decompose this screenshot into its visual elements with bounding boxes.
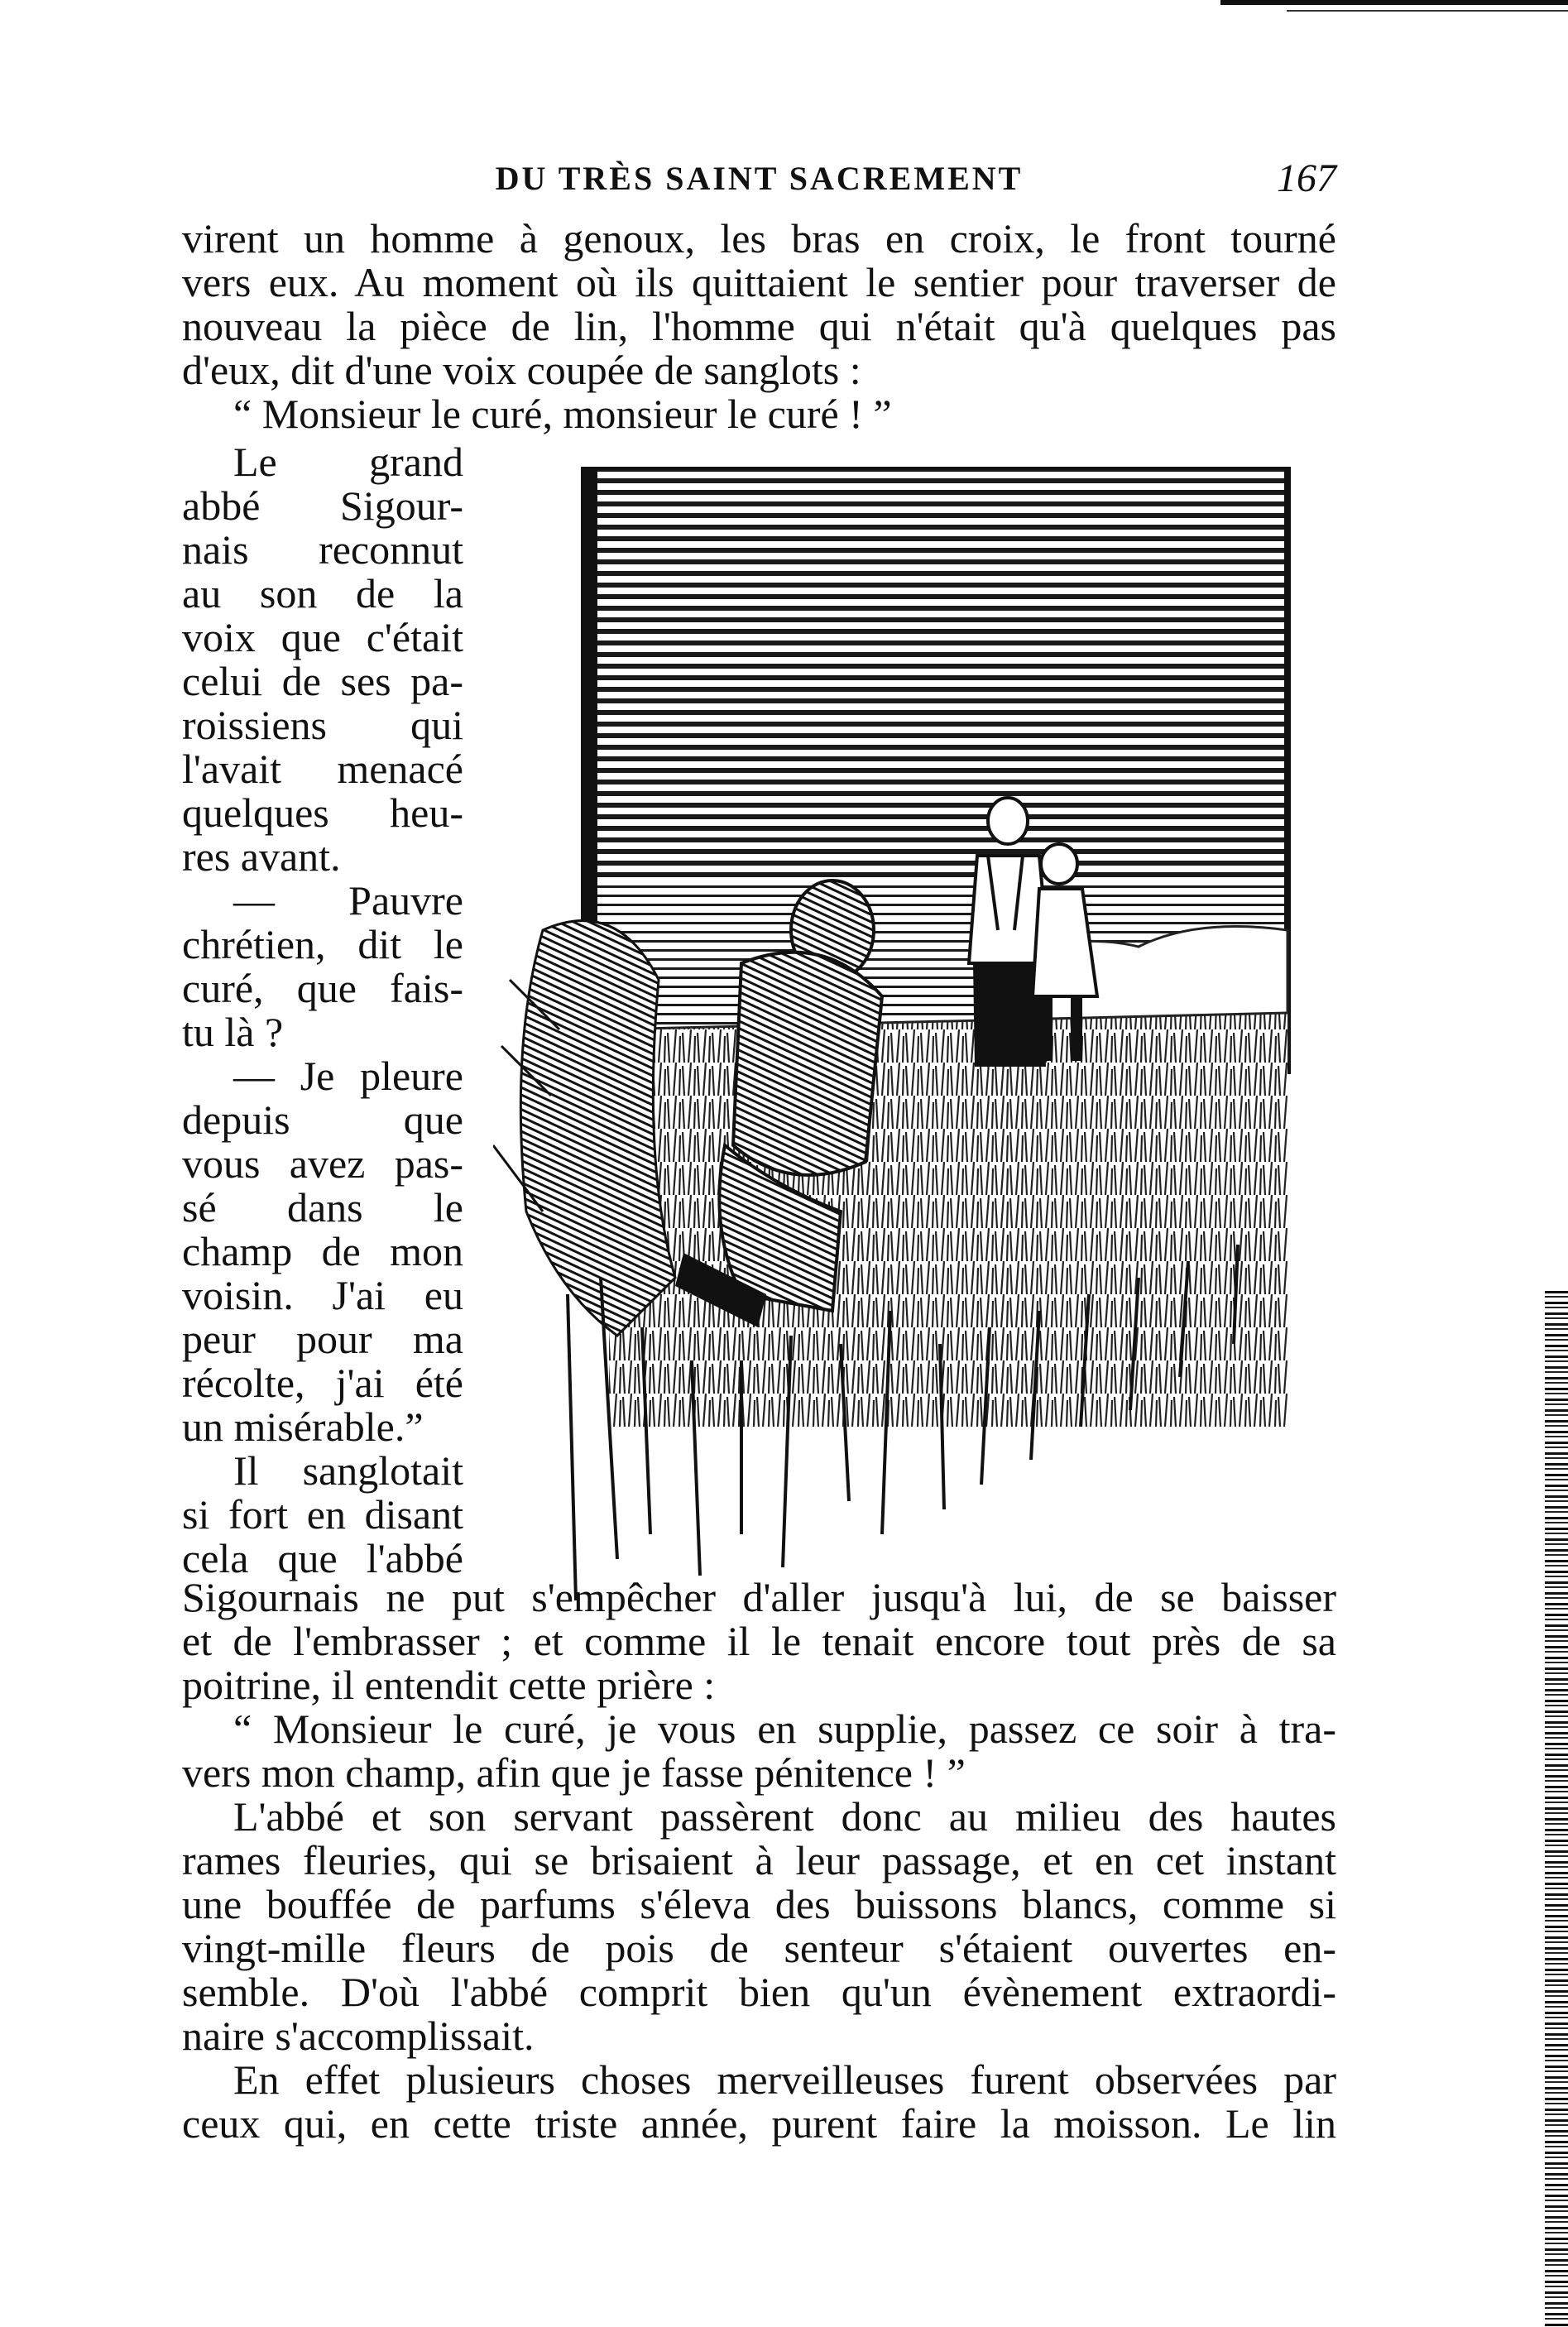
text-line: poitrine, il entendit cette prière : — [182, 1662, 716, 1708]
text-line: “ Monsieur le curé, monsieur le curé ! ” — [233, 391, 892, 437]
text-line: récolte, j'ai été — [182, 1360, 463, 1406]
text-line: voix que c'était — [182, 614, 463, 660]
text-line: quelques heu- — [182, 789, 463, 836]
page-edge-mark — [1287, 10, 1568, 12]
running-head — [182, 156, 1336, 205]
text-line: chrétien, dit le — [182, 921, 463, 967]
text-line: Il sanglotait — [233, 1447, 463, 1494]
text-line: celui de ses pa- — [182, 658, 463, 704]
text-line: si fort en disant — [182, 1491, 463, 1538]
text-line: curé, que fais- — [182, 965, 463, 1011]
text-line: nais reconnut — [182, 526, 463, 573]
text-line: semble. D'où l'abbé comprit bien qu'un évènement extraordi- — [182, 1969, 1336, 2015]
text-line: — Je pleure — [233, 1053, 463, 1099]
text-line: et de l'embrasser ; et comme il le tenait encore tout près de sa — [182, 1618, 1336, 1664]
text-line: d'eux, dit d'une voix coupée de sanglots : — [182, 347, 861, 393]
text-line: cela que l'abbé — [182, 1535, 463, 1581]
text-line: un misérable.” — [182, 1403, 424, 1450]
text-line: virent un homme à genoux, les bras en croix, le front tourné — [182, 215, 1336, 261]
text-line: Le grand — [233, 439, 463, 485]
narrow-column — [182, 440, 463, 1581]
page-edge-mark — [1220, 0, 1568, 5]
engraving-illustration — [493, 467, 1296, 1600]
running-head-title: DU TRÈS SAINT SACREMENT — [495, 160, 1024, 197]
text-line: champ de mon — [182, 1228, 463, 1274]
text-line: depuis que — [182, 1096, 463, 1143]
text-line: voisin. J'ai eu — [182, 1272, 463, 1318]
text-line: nouveau la pièce de lin, l'homme qui n'était qu'à quelques pas — [182, 303, 1336, 349]
body-paragraphs — [182, 1576, 1336, 2146]
text-line: Sigournais ne put s'empêcher d'aller jusqu'à lui, de se baisser — [182, 1574, 1336, 1620]
text-line: res avant. — [182, 833, 341, 880]
text-line: vers mon champ, afin que je fasse pénitence ! ” — [182, 1749, 966, 1796]
text-line: roissiens qui — [182, 702, 463, 748]
text-line: vingt-mille fleurs de pois de senteur s'étaient ouvertes en- — [182, 1925, 1336, 1971]
text-line: tu là ? — [182, 1009, 284, 1055]
text-line: vous avez pas- — [182, 1140, 463, 1187]
text-line: L'abbé et son servant passèrent donc au milieu des hautes — [233, 1793, 1336, 1840]
text-line: sé dans le — [182, 1184, 463, 1231]
text-line: naire s'accomplissait. — [182, 2013, 535, 2059]
text-line: au son de la — [182, 570, 463, 617]
bush-foliage — [493, 921, 675, 1336]
text-line: “ Monsieur le curé, je vous en supplie, passez ce soir à tra- — [233, 1706, 1336, 1752]
text-line: ceux qui, en cette triste année, purent faire la moisson. Le lin — [182, 2100, 1336, 2147]
text-line: abbé Sigour- — [182, 482, 463, 529]
intro-paragraph — [182, 217, 1336, 436]
text-line: rames fleuries, qui se brisaient à leur passage, et en cet instant — [182, 1837, 1336, 1883]
page-number: 167 — [1277, 156, 1336, 200]
page-edge-scan-artifact — [1545, 1291, 1568, 2327]
text-line: une bouffée de parfums s'éleva des buissons blancs, comme si — [182, 1881, 1336, 1927]
text-line: l'avait menacé — [182, 746, 463, 792]
field-of-grain — [609, 1013, 1287, 1427]
text-line: vers eux. Au moment où ils quittaient le sentier pour traverser de — [182, 259, 1336, 305]
text-line: En effet plusieurs choses merveilleuses furent observées par — [233, 2056, 1336, 2103]
text-line: peur pour ma — [182, 1316, 463, 1362]
text-line: — Pauvre — [233, 877, 463, 924]
